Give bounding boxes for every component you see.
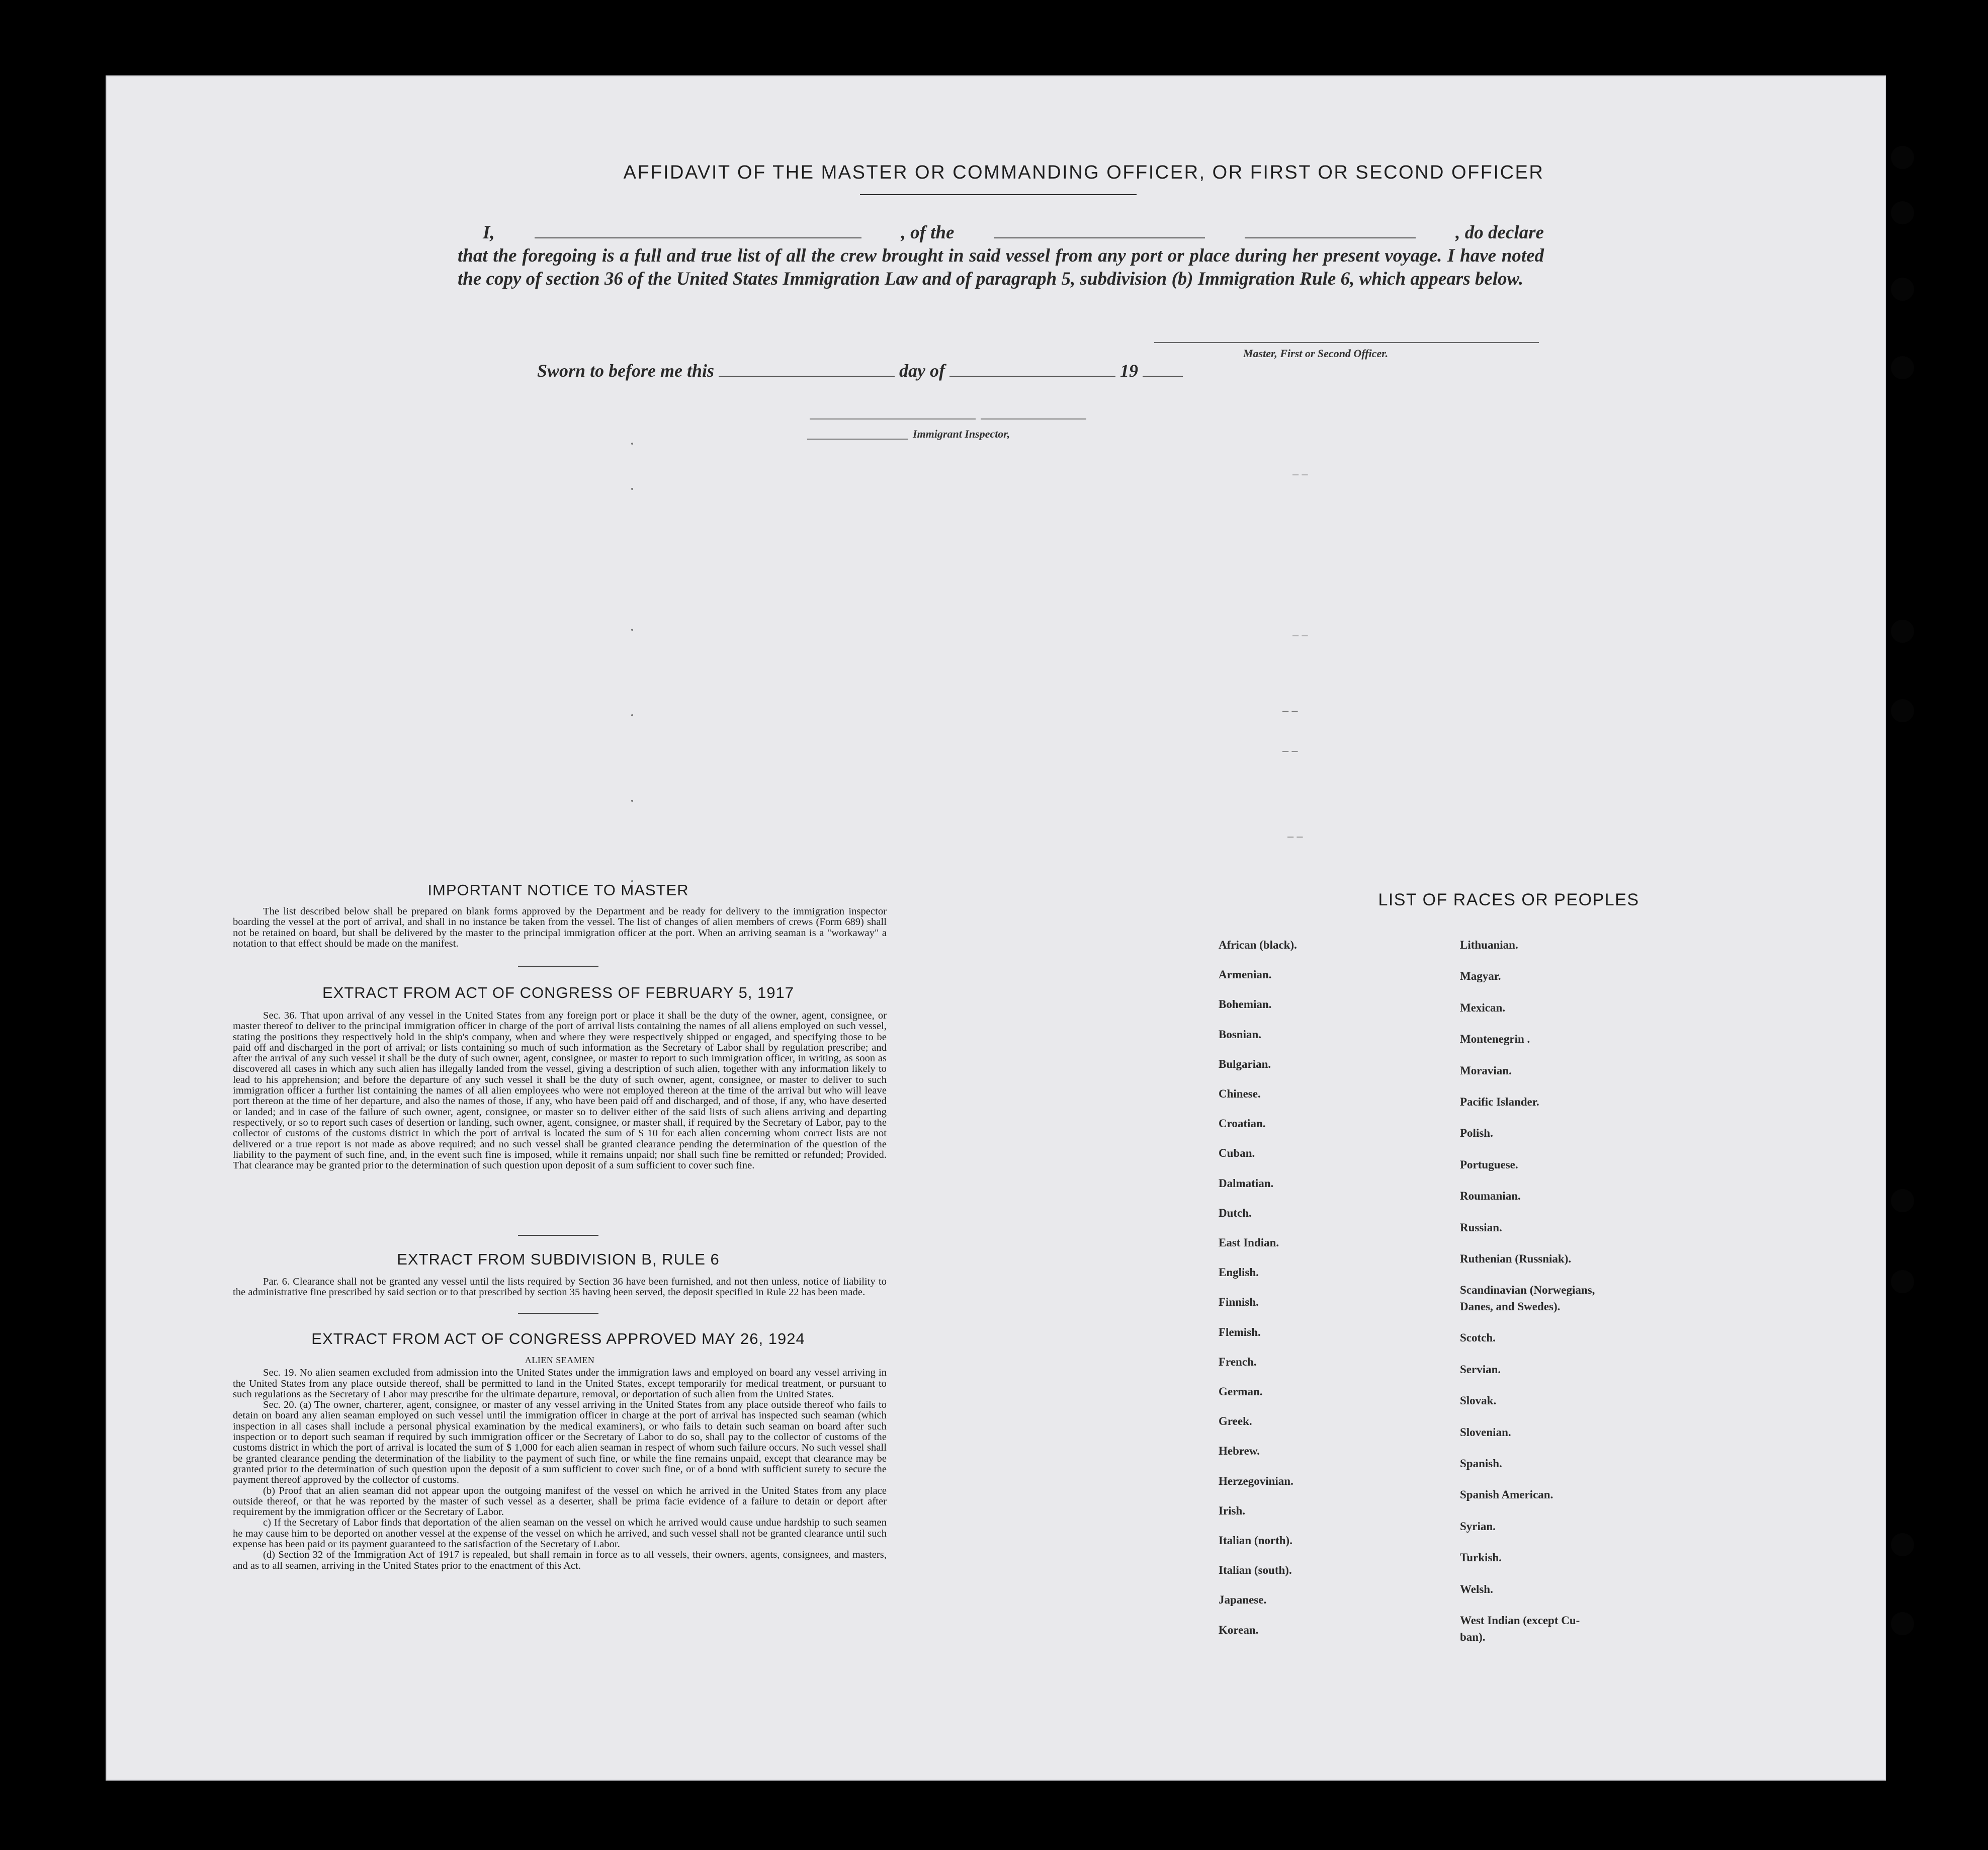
race-item: Korean. [1219,1623,1259,1636]
port-field[interactable] [1245,221,1416,238]
race-item: Dalmatian. [1219,1176,1274,1190]
binder-hole [1891,1189,1914,1212]
race-item: Italian (north). [1219,1534,1292,1547]
race-item: Slovak. [1460,1394,1497,1407]
race-item: Croatian. [1219,1117,1266,1130]
race-item: Syrian. [1460,1520,1496,1533]
decl-i: I, [483,222,495,243]
race-item: Chinese. [1219,1087,1261,1100]
binder-hole [1891,1270,1914,1293]
extract-1924-title: EXTRACT FROM ACT OF CONGRESS APPROVED MAY 26, 1924 [311,1330,805,1348]
race-item: Scotch. [1460,1331,1496,1344]
race-item: Moravian. [1460,1064,1512,1077]
race-item: Japanese. [1219,1593,1267,1607]
speck [631,629,633,631]
inspector-line-1[interactable] [810,418,976,419]
sworn-day-of: day of [899,361,945,381]
faint-dash: – – [1287,830,1303,843]
sworn-statement [537,360,1183,381]
manifest-sheet [106,75,1886,1781]
affidavit-declaration [458,221,1544,291]
decl-of-the: , of the [901,222,955,243]
binder-hole [1891,146,1914,169]
race-item: Flemish. [1219,1325,1261,1338]
extract-1917-body [233,1011,887,1171]
extract-1917-title: EXTRACT FROM ACT OF CONGRESS OF FEBRUARY 5, 1917 [322,984,795,1001]
signature-label: Master, First or Second Officer. [1243,347,1389,360]
race-item: Servian. [1460,1363,1501,1376]
name-field[interactable] [535,221,861,238]
race-item: Danes, and Swedes). [1460,1300,1561,1313]
race-item: English. [1219,1266,1259,1279]
decl-body: that the foregoing is a full and true list of all the crew brought in said vessel from any port or place during her present voyage. I have noted the copy of section 36 of the United States Immigration Law and of paragraph 5, subdivision (b) Immigration Rule 6, which appears below. [458,245,1544,289]
race-item: Roumanian. [1460,1190,1521,1203]
binder-hole [1891,201,1914,224]
sec-19-paragraph: Sec. 19. No alien seamen excluded from admission into the United States under the immigration laws and employed on board any vessel arriving in the United States from any place outside thereof, shall be permitted to land in the United States, except temporarily for medical treatment, or pursuant to such regulations as the Secretary of Labor may prescribe for the ultimate departure, removal, or deportation of such alien from the United States. [233,1367,887,1400]
alien-seamen-subtitle: ALIEN SEAMEN [525,1355,595,1365]
race-item: African (black). [1219,939,1297,951]
race-item: Polish. [1460,1127,1493,1140]
faint-dash: – – [1292,468,1308,480]
race-item: Turkish. [1460,1551,1502,1564]
inspector-label: Immigrant Inspector, [913,428,1010,440]
race-item: German. [1219,1385,1263,1398]
race-item: Montenegrin . [1460,1033,1530,1046]
race-item: ban). [1460,1631,1486,1643]
race-item: Slovenian. [1460,1425,1511,1439]
race-item: Scandinavian (Norwegians, [1460,1284,1595,1297]
sec-20b-paragraph: (b) Proof that an alien seaman did not appear upon the outgoing manifest of the vessel on which he arrived in the United States from any place outside thereof, or that he was reported by the master of such vessel as a deserter, shall be prima facie evidence of a failure to detain or deport after requirement by the immigration officer or the Secretary of Labor. [233,1485,887,1518]
speck [631,488,633,490]
vessel-field[interactable] [994,221,1205,238]
sec-20a-paragraph: Sec. 20. (a) The owner, charterer, agent, consignee, or master of any vessel arriving in the United States from any place outside thereof who fails to detain on board any alien seaman employed on such vessel until the immigration officer in charge at the port of arrival has inspected such seaman (which inspection in all cases shall include a personal physical examination by the medical examiners), or who fails to detain such seaman on board after such inspection or to deport such seaman if required by such immigration officer or the Secretary of Labor to do so, shall pay to the collector of customs of the customs district in which the port of arrival is located the sum of $ 1,000 for each alien seaman in respect of whom such failure occurs. No such vessel shall be granted clearance pending the determination of the liability to the payment of such fine, or while the fine remains unpaid, except that clearance may be granted prior to the determination of such question upon the deposit of a sum sufficient to cover such fine, or of a bond with sufficient surety to secure the payment thereof approved by the collector of customs. [233,1399,887,1486]
binder-hole [1891,1612,1914,1635]
title-underline [860,194,1137,195]
race-item: Dutch. [1219,1206,1252,1219]
race-item: Armenian. [1219,968,1272,981]
binder-hole [1891,1533,1914,1556]
race-item: Greek. [1219,1415,1252,1428]
binder-hole [1891,356,1914,379]
race-item: Pacific Islander. [1460,1096,1539,1108]
race-item: Herzegovinian. [1219,1474,1293,1487]
binder-hole [1891,699,1914,722]
sec-36-paragraph: Sec. 36. That upon arrival of any vessel in the United States from any foreign port or place it shall be the duty of the owner, agent, consignee, or master thereof to deliver to the principal immigration officer in charge of the port of arrival lists containing the names of all aliens employed on such vessel, stating the positions they respectively hold in the ship's company, when and where they were respectively shipped or engaged, and specifying those to be paid off and discharged in the port of arrival; or lists containing so much of such information as the Secretary of Labor shall by regulation prescribe; and after the arrival of any such vessel it shall be the duty of such owner, agent, consignee, or master to report to such immigration officer, in writing, as soon as discovered all cases in which any such alien has illegally landed from the vessel, giving a description of such alien, together with any information likely to lead to his apprehension; and before the departure of any such vessel it shall be the duty of such owner, agent, consignee, or master to deliver to such immigration officer a further list containing the names of all alien employees who were not employed thereon at the time of the arrival but who will leave port thereon at the time of her departure, and also the names of those, if any, who have been paid off and discharged, and of those, if any, who have deserted or landed; and in case of the failure of such owner, agent, consignee, or master so to deliver either of the said lists of such aliens arriving and departing respectively, or so to report such cases of desertion or landing, such owner, agent, consignee, or master shall, if required by the Secretary of Labor, pay to the collector of customs of the customs district in which the port of arrival is located the sum of $ 10 for each alien concerning whom correct lists are not delivered or a true report is not made as above required; and no such vessel shall be granted clearance pending the determination of the question of the liability to the payment of such fine, and, in the event such fine is imposed, while it remains unpaid; nor shall such fine be remitted or refunded; Provided. That clearance may be granted prior to the determination of such question upon deposit of a sum sufficient to cover such fine. [233,1010,887,1171]
race-item: Spanish. [1460,1457,1502,1470]
notice-title: IMPORTANT NOTICE TO MASTER [427,881,689,899]
sec-20d-paragraph: (d) Section 32 of the Immigration Act of 1917 is repealed, but shall remain in force as to all vessels, their owners, agents, consignees, and masters, and as to all seamen, arriving in the United States prior to the enactment of this Act. [233,1549,887,1571]
race-item: Bohemian. [1219,998,1272,1011]
sworn-year: 19 [1120,361,1139,381]
race-item: Bulgarian. [1219,1057,1271,1070]
race-item: Finnish. [1219,1296,1259,1309]
faint-dash: – – [1292,629,1308,641]
speck [631,800,633,802]
extract-1924-body [233,1355,887,1571]
sworn-day-field[interactable] [719,364,895,377]
extract-1917-divider [518,1235,598,1236]
race-item: Russian. [1460,1221,1502,1234]
race-item: Ruthenian (Russniak). [1460,1252,1572,1265]
race-item: Welsh. [1460,1582,1493,1595]
race-item: Mexican. [1460,1001,1506,1014]
extract-rule6-divider [518,1313,598,1314]
notice-body [233,906,887,949]
speck [631,714,633,716]
race-item: Spanish American. [1460,1488,1553,1501]
race-item: Magyar. [1460,970,1501,983]
faint-dash: – – [1282,704,1298,717]
extract-rule6-body [233,1277,887,1298]
inspector-line-2[interactable] [981,418,1086,419]
binder-hole [1891,278,1914,301]
race-item: Hebrew. [1219,1445,1260,1458]
race-item: French. [1219,1355,1257,1368]
signature-line[interactable] [1154,342,1539,343]
race-item: Portuguese. [1460,1158,1518,1171]
extract-rule6-title: EXTRACT FROM SUBDIVISION B, RULE 6 [397,1250,720,1268]
race-item: East Indian. [1219,1236,1279,1249]
notice-divider [518,966,598,967]
races-title: LIST OF RACES OR PEOPLES [1378,890,1639,909]
race-item: Irish. [1219,1504,1246,1517]
inspector-line-3[interactable] [807,439,908,440]
notice-paragraph: The list described below shall be prepared on blank forms approved by the Department and be ready for delivery to the immigration inspector boarding the vessel at the port of arrival, and shall in no instance be taken from the vessel. The list of changes of alien members of crews (Form 689) shall not be retained on board, but shall be delivered by the master to the principal immigration officer at the port. When an arriving seaman is a "workaway" a notation to that effect should be made on the manifest. [233,906,887,949]
affidavit-title: AFFIDAVIT OF THE MASTER OR COMMANDING OFFICER, OR FIRST OR SECOND OFFICER [623,162,1544,183]
par-6-paragraph: Par. 6. Clearance shall not be granted any vessel until the lists required by Section 36 have been furnished, and not then unless, notice of liability to the administrative fine prescribed by said section or to that prescribed by section 35 having been served, the deposit specified in Rule 22 has been made. [233,1276,887,1298]
binder-hole [1891,620,1914,643]
race-item: Lithuanian. [1460,939,1518,951]
race-item: Bosnian. [1219,1028,1262,1041]
decl-do-declare: , do declare [1455,222,1544,243]
sec-20c-paragraph: c) If the Secretary of Labor finds that deportation of the alien seaman on the vessel on which he arrived would cause undue hardship to such seamen he may cause him to be deported on another vessel at the expense of the vessel on which he arrived, and such vessel shall not be granted clearance until such expense has been paid or its payment guaranteed to the satisfaction of the Secretary of Labor. [233,1517,887,1550]
speck [631,443,633,445]
race-item: Italian (south). [1219,1564,1292,1577]
faint-dash: – – [1282,744,1298,757]
sworn-month-field[interactable] [949,364,1115,377]
sworn-prefix: Sworn to before me this [537,361,715,381]
race-item: West Indian (except Cu- [1460,1614,1580,1627]
sworn-year-field[interactable] [1143,364,1183,377]
race-item: Cuban. [1219,1147,1255,1160]
